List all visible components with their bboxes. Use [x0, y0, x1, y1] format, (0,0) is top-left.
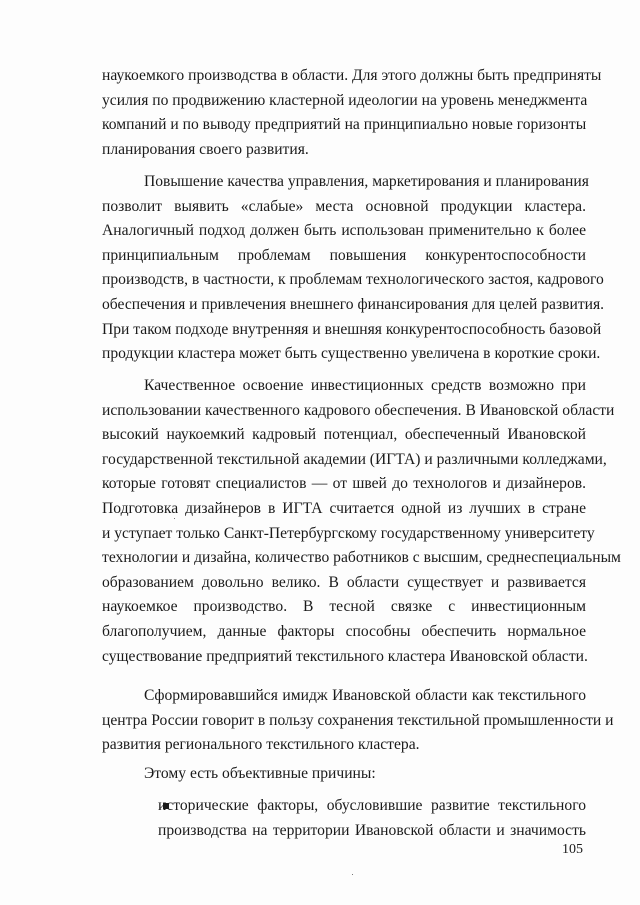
text-line: позволит выявить «слабые» места основной продукции кластера.: [102, 197, 586, 215]
paragraph-5: [102, 762, 586, 787]
paragraph-4: [102, 684, 614, 758]
page-number: 105: [562, 842, 583, 857]
text-line: Аналогичный подход должен быть использован применительно к более: [102, 222, 586, 240]
text-line: Повышение качества управления, маркетирования и планирования: [144, 173, 589, 190]
text-line: Подготовка дизайнеров в ИГТА считается одной из лучших в стране: [102, 499, 586, 517]
bullet-item: [158, 794, 586, 843]
text-line: государственной текстильной академии (ИГТА) и различными колледжами,: [102, 450, 607, 468]
text-line: планирования своего развития.: [102, 140, 309, 158]
text-line: наукоемкого производства в области. Для этого должны быть предприняты: [102, 67, 602, 84]
text-line: благополучием, данные факторы способны обеспечить нормальное: [102, 622, 586, 640]
text-line: существование предприятий текстильного кластера Ивановской области.: [102, 647, 588, 665]
text-line: наукоемкое производство. В тесной связке с инвестиционным: [102, 598, 586, 616]
text-line: принципиальным проблемам повышения конкурентоспособности: [102, 246, 586, 264]
text-line: компаний и по выводу предприятий на принципиально новые горизонты: [102, 116, 587, 134]
text-line: образованием довольно велико. В области существует и развивается: [102, 573, 586, 591]
paragraph-2: [102, 170, 605, 367]
text-line: продукции кластера может быть существенно увеличена в короткие сроки.: [102, 345, 601, 363]
text-line: Сформировавшийся имидж Ивановской области как текстильного: [144, 687, 586, 704]
text-line: использовании качественного кадрового обеспечения. В Ивановской области: [102, 401, 615, 419]
text-line: усилия по продвижению кластерной идеологии на уровень менеджмента: [102, 91, 588, 109]
text-line: центра России говорит в пользу сохранения текстильной промышленности и: [102, 711, 614, 729]
paragraph-3: [102, 374, 621, 669]
text-line: производства на территории Ивановской области и значимость: [158, 821, 586, 839]
text-line: технологии и дизайна, количество работников с высшим, среднеспециальным: [102, 549, 621, 567]
text-line: производств, в частности, к проблемам технологического застоя, кадрового: [102, 271, 604, 289]
text-line: развития регионального текстильного кластера.: [102, 736, 420, 754]
scan-speck: [174, 518, 175, 519]
text-line: Качественное освоение инвестиционных средств возможно при: [144, 377, 586, 394]
text-line: обеспечения и привлечения внешнего финансирования для целей развития.: [102, 295, 605, 313]
text-line: и уступает только Санкт-Петербургскому государственному университету: [102, 524, 595, 542]
scan-speck: [352, 874, 353, 875]
text-line: высокий наукоемкий кадровый потенциал, обеспеченный Ивановской: [102, 426, 586, 444]
text-line: Этому есть объективные причины:: [144, 765, 376, 782]
text-line: которые готовят специалистов — от швей до технологов и дизайнеров.: [102, 475, 586, 493]
text-line: исторические факторы, обусловившие развитие текстильного: [158, 797, 586, 814]
text-line: При таком подходе внутренняя и внешняя конкурентоспособность базовой: [102, 320, 602, 338]
paragraph-1: [102, 64, 602, 162]
